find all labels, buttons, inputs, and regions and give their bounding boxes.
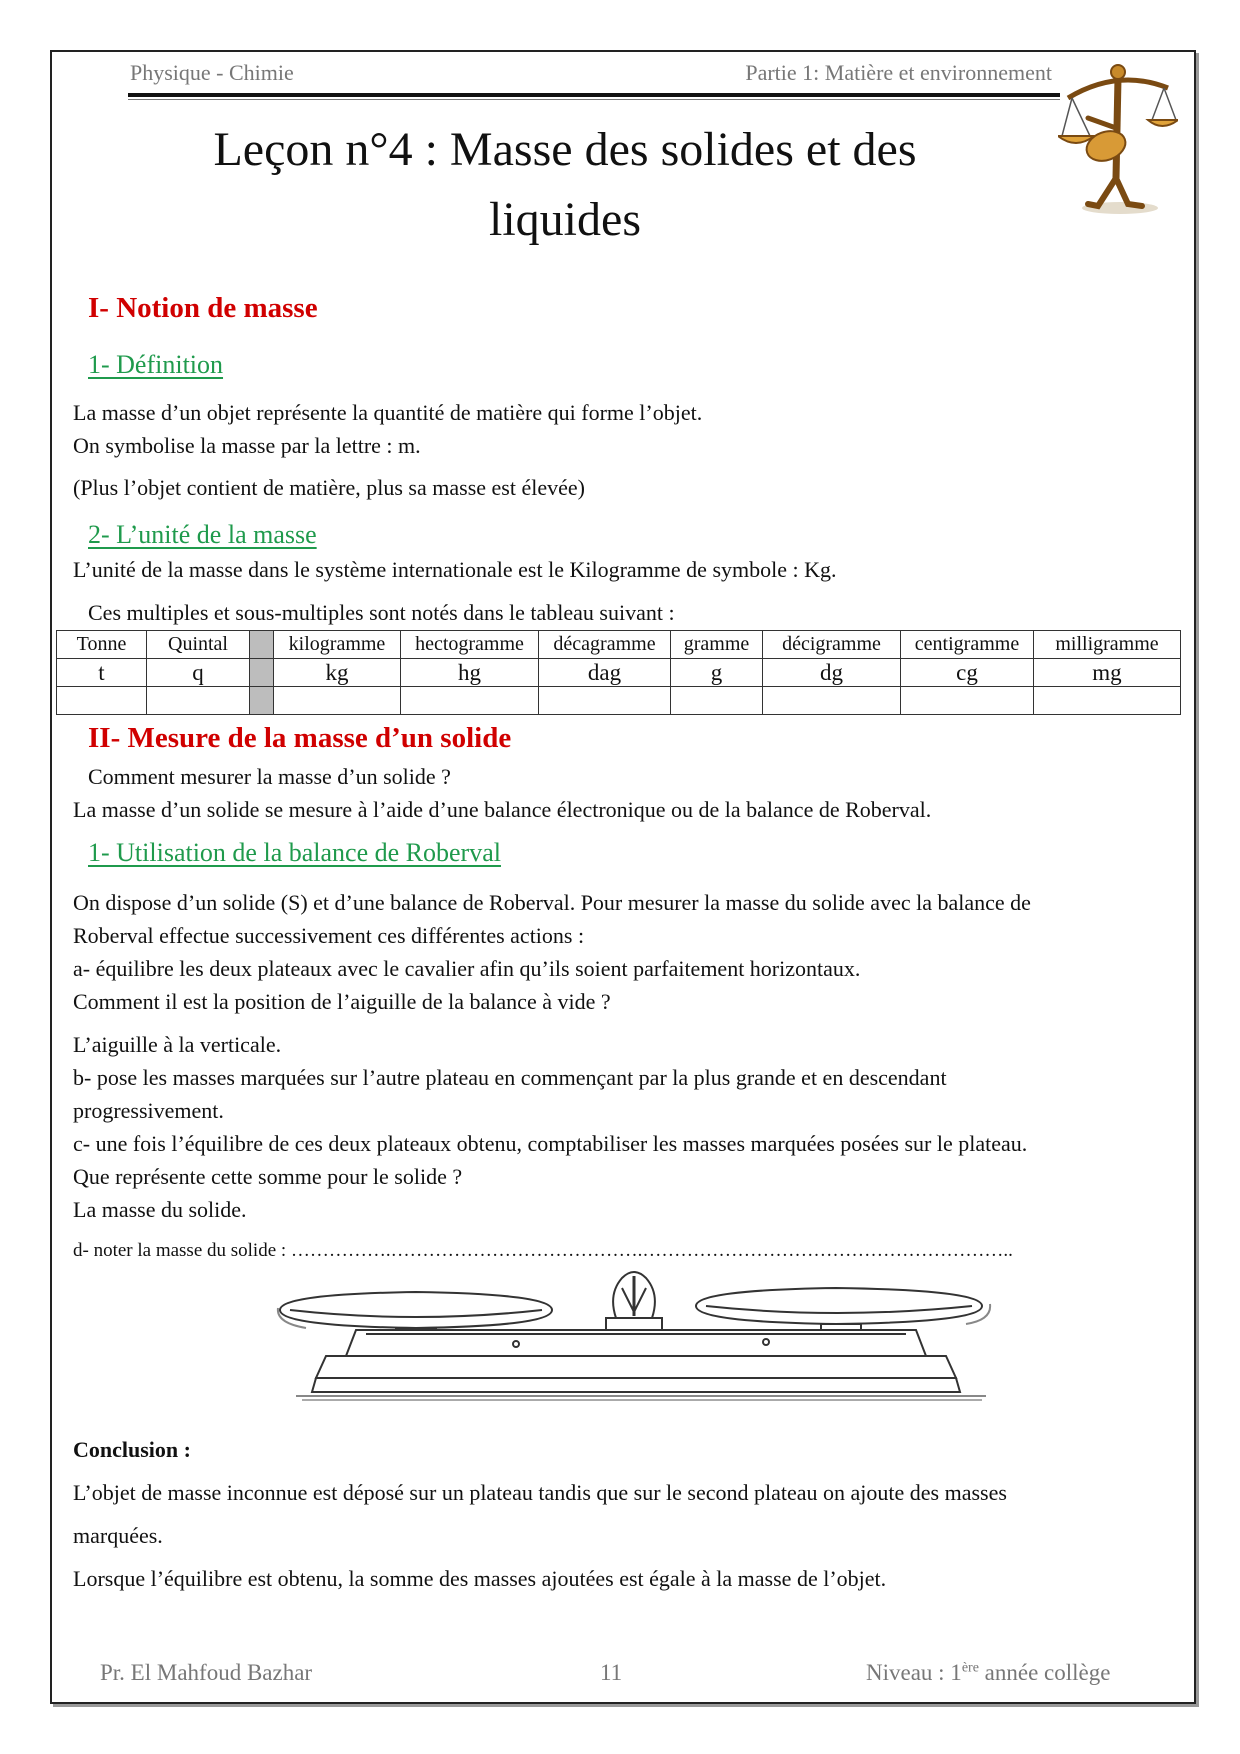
unit-symbol-cell: q bbox=[147, 659, 250, 687]
units-names-row bbox=[57, 631, 1181, 659]
empty-cell bbox=[401, 687, 539, 715]
answer-sum: La masse du solide. bbox=[73, 1197, 247, 1222]
question-needle: Comment il est la position de l’aiguille de la balance à vide ? bbox=[73, 989, 611, 1014]
empty-cell bbox=[274, 687, 401, 715]
empty-cell bbox=[901, 687, 1034, 715]
empty-cell bbox=[57, 687, 147, 715]
question-sum: Que représente cette somme pour le solide ? bbox=[73, 1164, 463, 1189]
step-d: d- noter la masse du solide : …………….………………………………….………………………………………………….. bbox=[73, 1240, 1013, 1261]
lesson-title-line1: Leçon n°4 : Masse des solides et des bbox=[213, 123, 917, 176]
table-intro: Ces multiples et sous-multiples sont notés dans le tableau suivant : bbox=[88, 600, 675, 625]
unit-symbol-cell: kg bbox=[274, 659, 401, 687]
unit-name-cell: kilogramme bbox=[274, 631, 401, 659]
step-c: c- une fois l’équilibre de ces deux plateaux obtenu, comptabiliser les masses marquées posées sur le plateau. bbox=[73, 1131, 1028, 1156]
unit-symbol-cell: t bbox=[57, 659, 147, 687]
section2-heading: II- Mesure de la masse d’un solide bbox=[88, 722, 512, 754]
step-b-line1: b- pose les masses marquées sur l’autre plateau en commençant par la plus grande et en descendant bbox=[73, 1065, 947, 1090]
unit-symbol-cell: dg bbox=[763, 659, 901, 687]
section2-answer: La masse d’un solide se mesure à l’aide d’une balance électronique ou de la balance de Roberval. bbox=[73, 797, 932, 822]
footer-author: Pr. El Mahfoud Bazhar bbox=[100, 1660, 313, 1685]
empty-cell bbox=[1034, 687, 1181, 715]
unit-symbol-cell: hg bbox=[401, 659, 539, 687]
unit-symbol-cell: g bbox=[671, 659, 763, 687]
definition-line1: La masse d’un objet représente la quantité de matière qui forme l’objet. bbox=[73, 400, 703, 425]
conclusion-line1: L’objet de masse inconnue est déposé sur un plateau tandis que sur le second plateau on ajoute des masses bbox=[73, 1480, 1007, 1505]
units-table bbox=[56, 630, 1181, 715]
empty-cell bbox=[147, 687, 250, 715]
header-rule-thin bbox=[128, 99, 1060, 100]
unit-name-cell: Quintal bbox=[147, 631, 250, 659]
lesson-title-line2: liquides bbox=[489, 193, 641, 246]
conclusion-line2: marquées. bbox=[73, 1523, 163, 1548]
unit-name-cell: Tonne bbox=[57, 631, 147, 659]
unit-name-cell: gramme bbox=[671, 631, 763, 659]
unit-name-cell: hectogramme bbox=[401, 631, 539, 659]
footer-level-prefix: Niveau : 1 bbox=[866, 1660, 962, 1685]
unit-separator-cell bbox=[250, 687, 274, 715]
conclusion-line3: Lorsque l’équilibre est obtenu, la somme des masses ajoutées est égale à la masse de l’objet. bbox=[73, 1566, 887, 1591]
answer-needle: L’aiguille à la verticale. bbox=[73, 1032, 282, 1057]
roberval-p1: On dispose d’un solide (S) et d’une balance de Roberval. Pour mesurer la masse du solide avec la balance de bbox=[73, 890, 1031, 915]
unit-name-cell: milligramme bbox=[1034, 631, 1181, 659]
unit-name-cell: décigramme bbox=[763, 631, 901, 659]
unit-symbol-cell: cg bbox=[901, 659, 1034, 687]
unit-symbol-cell: dag bbox=[539, 659, 671, 687]
definition-line2: On symbolise la masse par la lettre : m. bbox=[73, 433, 421, 458]
footer-level bbox=[866, 1660, 1110, 1686]
roberval-p2: Roberval effectue successivement ces différentes actions : bbox=[73, 923, 585, 948]
footer-level-suffix: année collège bbox=[978, 1660, 1111, 1685]
section1-heading: I- Notion de masse bbox=[88, 292, 318, 324]
footer-page-number: 11 bbox=[600, 1660, 623, 1685]
section2-sub1-heading: 1- Utilisation de la balance de Roberval bbox=[88, 838, 501, 867]
header-part: Partie 1: Matière et environnement bbox=[745, 60, 1052, 85]
step-a: a- équilibre les deux plateaux avec le cavalier afin qu’ils soient parfaitement horizontaux. bbox=[73, 956, 861, 981]
roberval-balance-illustration bbox=[276, 1268, 992, 1428]
unit-name-cell: décagramme bbox=[539, 631, 671, 659]
unit-separator-cell bbox=[250, 659, 274, 687]
unit-symbol-cell: mg bbox=[1034, 659, 1181, 687]
definition-note: (Plus l’objet contient de matière, plus sa masse est élevée) bbox=[73, 475, 585, 500]
footer-level-sup: ère bbox=[961, 1660, 979, 1676]
conclusion-label: Conclusion : bbox=[73, 1437, 191, 1462]
step-b-line2: progressivement. bbox=[73, 1098, 224, 1123]
section1-sub1-heading: 1- Définition bbox=[88, 350, 224, 379]
scale-character-icon bbox=[1058, 58, 1178, 218]
units-empty-row bbox=[57, 687, 1181, 715]
unit-separator-cell bbox=[250, 631, 274, 659]
header-subject: Physique - Chimie bbox=[130, 60, 294, 85]
unit-name-cell: centigramme bbox=[901, 631, 1034, 659]
empty-cell bbox=[763, 687, 901, 715]
header-rule bbox=[128, 93, 1060, 97]
empty-cell bbox=[539, 687, 671, 715]
section1-sub2-heading: 2- L’unité de la masse bbox=[88, 520, 317, 549]
section2-question: Comment mesurer la masse d’un solide ? bbox=[88, 764, 451, 789]
units-symbols-row bbox=[57, 659, 1181, 687]
unit-definition: L’unité de la masse dans le système internationale est le Kilogramme de symbole : Kg. bbox=[73, 557, 837, 582]
empty-cell bbox=[671, 687, 763, 715]
